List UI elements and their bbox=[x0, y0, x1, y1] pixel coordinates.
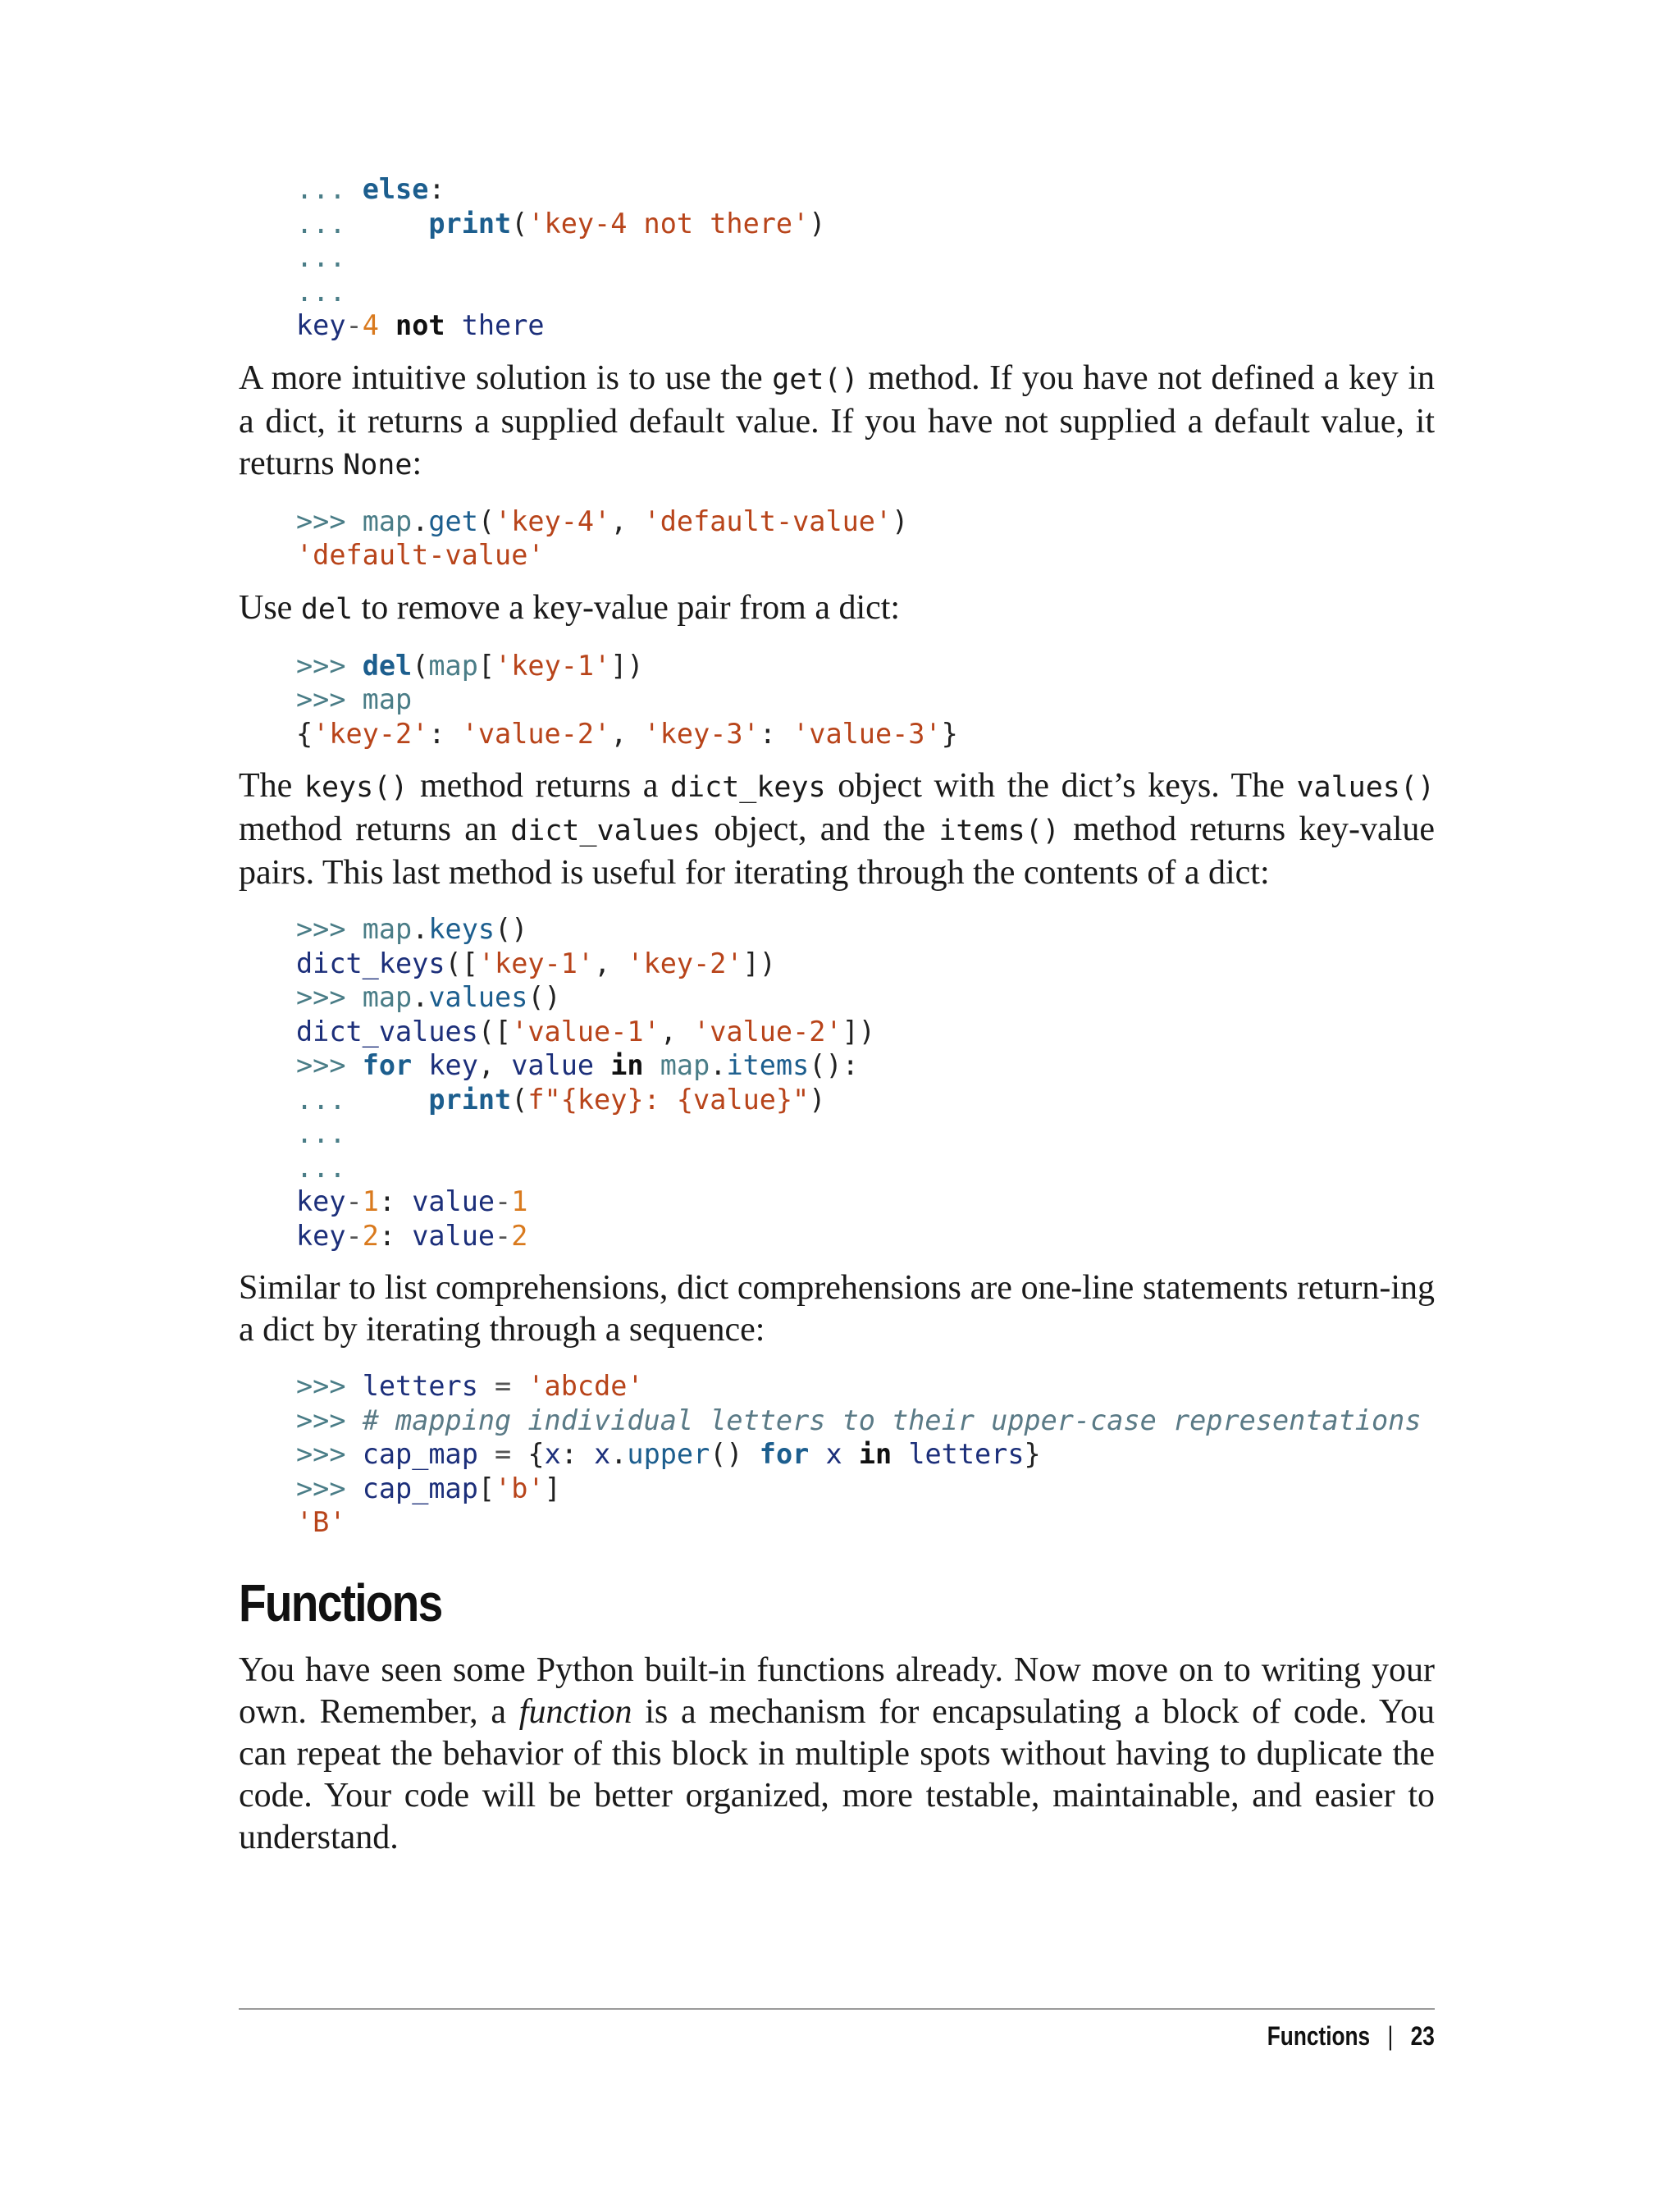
code-token: 'b' bbox=[495, 1472, 545, 1504]
code-token bbox=[842, 1438, 859, 1470]
code-token: = bbox=[477, 1370, 528, 1402]
code-token: map bbox=[362, 913, 413, 945]
code-token: ) bbox=[892, 504, 909, 537]
code-token: >>> bbox=[296, 1472, 363, 1504]
code-token: - bbox=[345, 1219, 363, 1252]
code-token: >>> bbox=[296, 1404, 363, 1436]
code-token: in bbox=[858, 1438, 892, 1470]
code-token: 2 bbox=[511, 1219, 528, 1252]
code-token: : bbox=[428, 717, 462, 750]
code-token: , bbox=[610, 717, 644, 750]
inline-code: del bbox=[300, 592, 354, 626]
code-token: { bbox=[296, 717, 313, 750]
code-line bbox=[296, 1083, 1435, 1117]
code-token: 'key-4 not there' bbox=[527, 207, 810, 240]
text-run: object, and the bbox=[701, 810, 939, 848]
inline-code: dict_keys bbox=[669, 771, 826, 804]
code-token: 'default-value' bbox=[643, 504, 892, 537]
code-token: : bbox=[428, 173, 445, 205]
section-heading: Functions bbox=[239, 1573, 442, 1632]
inline-code: items() bbox=[938, 815, 1060, 847]
code-token: upper bbox=[627, 1438, 710, 1470]
code-token: ]) bbox=[742, 947, 776, 979]
code-line bbox=[296, 1015, 1435, 1049]
code-token: () bbox=[495, 913, 528, 945]
code-token: value bbox=[412, 1185, 495, 1217]
code-token: letters bbox=[362, 1370, 478, 1402]
code-token: 'key-2' bbox=[313, 717, 429, 750]
footer-section-title: Functions bbox=[1267, 2021, 1371, 2051]
code-line bbox=[296, 717, 1435, 751]
code-block bbox=[296, 1369, 1435, 1540]
code-token: : bbox=[759, 717, 793, 750]
code-token: : bbox=[378, 1185, 413, 1217]
paragraph bbox=[239, 358, 1435, 486]
code-token: else bbox=[362, 173, 429, 205]
code-token: ) bbox=[809, 1083, 826, 1116]
code-token: >>> bbox=[296, 649, 363, 682]
code-token: ... bbox=[296, 173, 363, 205]
paragraph bbox=[239, 1650, 1435, 1859]
code-token: . bbox=[412, 504, 429, 537]
code-token bbox=[379, 309, 395, 341]
code-token: 'key-1' bbox=[495, 649, 611, 682]
text-run: Similar to list comprehensions, dict comprehensions are one-line statements return‐ing a dict by iterating through a sequence: bbox=[239, 1269, 1435, 1349]
code-token: ) bbox=[809, 207, 826, 240]
code-token: f"{key}: {value}" bbox=[527, 1083, 810, 1116]
page-number: 23 bbox=[1410, 2021, 1435, 2051]
code-token: = bbox=[477, 1438, 528, 1470]
code-token: () bbox=[710, 1438, 760, 1470]
code-token: print bbox=[428, 207, 512, 240]
code-token bbox=[445, 309, 462, 341]
paragraph bbox=[239, 587, 1435, 631]
text-run: object with the dict’s keys. The bbox=[825, 767, 1297, 805]
code-token: ]) bbox=[610, 649, 644, 682]
code-token: key bbox=[428, 1049, 478, 1081]
code-token: >>> bbox=[296, 981, 363, 1013]
code-line bbox=[296, 538, 1435, 573]
code-token: ( bbox=[477, 504, 495, 537]
code-token: # mapping individual letters to their upper-case representations bbox=[362, 1404, 1422, 1436]
paragraph bbox=[239, 1267, 1435, 1351]
code-line bbox=[296, 1369, 1435, 1404]
code-token: : bbox=[560, 1438, 595, 1470]
code-token: 2 bbox=[362, 1219, 379, 1252]
code-token: key bbox=[296, 1219, 346, 1252]
code-token: ] bbox=[544, 1472, 561, 1504]
code-line bbox=[296, 1472, 1435, 1506]
code-token: >>> map bbox=[296, 683, 413, 715]
code-token: . bbox=[610, 1438, 628, 1470]
code-token: in bbox=[610, 1049, 644, 1081]
code-token: ... bbox=[296, 1117, 346, 1149]
text-run: You have seen some Python built-in functions already. Now move on to writing your own. Remember, a bbox=[239, 1650, 1435, 1731]
code-token: ... bbox=[296, 241, 346, 273]
code-token: 1 bbox=[511, 1185, 528, 1217]
code-token: >>> bbox=[296, 1370, 363, 1402]
code-line bbox=[296, 1151, 1435, 1185]
code-token: cap_map bbox=[362, 1472, 478, 1504]
code-token: >>> bbox=[296, 1049, 363, 1081]
code-token: map bbox=[660, 1049, 710, 1081]
code-token: dict_keys bbox=[296, 947, 445, 979]
code-token: 'abcde' bbox=[527, 1370, 644, 1402]
text-run: : bbox=[412, 444, 422, 482]
code-token: - bbox=[495, 1219, 512, 1252]
code-token bbox=[412, 1049, 428, 1081]
code-token: for bbox=[759, 1438, 810, 1470]
code-token: print bbox=[428, 1083, 512, 1116]
code-token: 'B' bbox=[296, 1506, 346, 1538]
code-token: ( bbox=[412, 649, 429, 682]
code-token: not bbox=[395, 309, 445, 341]
inline-code: get() bbox=[772, 363, 859, 396]
footer-rule bbox=[239, 2008, 1435, 2010]
code-token: ( bbox=[511, 207, 528, 240]
code-token: . bbox=[412, 981, 429, 1013]
code-token: } bbox=[1024, 1438, 1041, 1470]
code-token: cap_map bbox=[362, 1438, 478, 1470]
code-token: dict_values bbox=[296, 1015, 478, 1048]
code-token: 'key-3' bbox=[643, 717, 760, 750]
text-run: to remove a key-value pair from a dict: bbox=[353, 588, 901, 627]
code-line bbox=[296, 504, 1435, 539]
code-line bbox=[296, 947, 1435, 981]
code-token: { bbox=[527, 1438, 545, 1470]
code-line bbox=[296, 649, 1435, 683]
code-token: x bbox=[544, 1438, 561, 1470]
code-token: 'key-1' bbox=[477, 947, 595, 979]
code-line bbox=[296, 275, 1435, 309]
code-token: items bbox=[726, 1049, 810, 1081]
code-token: [ bbox=[477, 649, 495, 682]
code-token: , bbox=[477, 1049, 512, 1081]
code-line bbox=[296, 980, 1435, 1015]
code-block bbox=[296, 649, 1435, 751]
code-block bbox=[296, 504, 1435, 573]
code-token: >>> bbox=[296, 504, 363, 537]
code-token: () bbox=[527, 981, 561, 1013]
code-line bbox=[296, 1048, 1435, 1083]
inline-code: dict_values bbox=[510, 815, 701, 847]
code-token: key bbox=[296, 309, 346, 341]
text-run: Use bbox=[239, 588, 301, 627]
code-line bbox=[296, 682, 1435, 717]
code-token: 1 bbox=[362, 1185, 379, 1217]
code-token: values bbox=[428, 981, 528, 1013]
code-token: keys bbox=[428, 913, 495, 945]
code-line bbox=[296, 207, 1435, 241]
code-token: ([ bbox=[477, 1015, 512, 1048]
code-token: [ bbox=[477, 1472, 495, 1504]
code-token: del bbox=[362, 649, 413, 682]
text-run: method returns a bbox=[408, 767, 670, 805]
text-run: method returns an bbox=[239, 810, 511, 848]
code-token: ... bbox=[296, 275, 346, 308]
code-token: x bbox=[594, 1438, 611, 1470]
page-content bbox=[239, 172, 1435, 1859]
text-run: A more intuitive solution is to use the bbox=[239, 358, 773, 397]
code-token bbox=[892, 1438, 908, 1470]
code-line bbox=[296, 1505, 1435, 1540]
code-token: . bbox=[710, 1049, 727, 1081]
code-token: there bbox=[461, 309, 545, 341]
text-run: method returns key-value pairs. This last method is useful for iterating through the contents of a dict: bbox=[239, 810, 1435, 892]
inline-code: keys() bbox=[304, 771, 409, 804]
code-token: - bbox=[345, 309, 363, 341]
code-token: map bbox=[362, 504, 413, 537]
code-token: >>> bbox=[296, 913, 363, 945]
text-run: method. If you have not defined a key in a dict, it returns a supplied default value. If you have not supplied a default value, it returns bbox=[239, 358, 1435, 482]
code-line bbox=[296, 172, 1435, 207]
code-block bbox=[296, 172, 1435, 343]
code-token: 4 bbox=[362, 309, 379, 341]
code-token: get bbox=[428, 504, 478, 537]
code-token: } bbox=[941, 717, 958, 750]
code-token: 'key-4' bbox=[495, 504, 611, 537]
code-block bbox=[296, 912, 1435, 1253]
code-token: ([ bbox=[445, 947, 478, 979]
code-token: 'key-2' bbox=[627, 947, 743, 979]
code-line bbox=[296, 1404, 1435, 1438]
code-token: 'default-value' bbox=[296, 539, 545, 571]
code-token: >>> bbox=[296, 1438, 363, 1470]
code-token: : bbox=[378, 1219, 413, 1252]
code-token: (): bbox=[809, 1049, 859, 1081]
inline-code: values() bbox=[1296, 771, 1436, 804]
code-token: ]) bbox=[842, 1015, 875, 1048]
code-token: value bbox=[511, 1049, 595, 1081]
code-token: , bbox=[610, 504, 644, 537]
code-line bbox=[296, 1116, 1435, 1151]
code-token: x bbox=[825, 1438, 842, 1470]
code-token: 'value-2' bbox=[461, 717, 611, 750]
paragraph bbox=[239, 765, 1435, 894]
code-token bbox=[809, 1438, 825, 1470]
code-token: ( bbox=[511, 1083, 528, 1116]
code-token: map bbox=[362, 981, 413, 1013]
code-token: 'value-1' bbox=[511, 1015, 660, 1048]
emphasis: function bbox=[518, 1692, 632, 1731]
code-line bbox=[296, 308, 1435, 343]
inline-code: None bbox=[343, 448, 413, 482]
page-footer bbox=[1267, 2021, 1435, 2052]
code-token: value bbox=[412, 1219, 495, 1252]
code-token: ... bbox=[296, 207, 429, 240]
code-line bbox=[296, 240, 1435, 275]
code-line bbox=[296, 912, 1435, 947]
footer-separator: | bbox=[1387, 2021, 1394, 2051]
code-token: map bbox=[428, 649, 478, 682]
code-token: letters bbox=[908, 1438, 1025, 1470]
code-token: key bbox=[296, 1185, 346, 1217]
code-token: ... bbox=[296, 1083, 429, 1116]
text-run: is a mechanism for encapsulating a block of code. You can repeat the behavior of this block in multiple spots without having to duplicate the code. Your code will be better organized, more testable, maintainable, and easier to understand. bbox=[239, 1692, 1435, 1856]
code-token: , bbox=[594, 947, 628, 979]
code-token: - bbox=[345, 1185, 363, 1217]
code-token: for bbox=[362, 1049, 413, 1081]
code-token: ... bbox=[296, 1151, 346, 1184]
code-token bbox=[594, 1049, 610, 1081]
code-token: , bbox=[660, 1015, 694, 1048]
code-token bbox=[644, 1049, 660, 1081]
code-token: 'value-3' bbox=[792, 717, 942, 750]
code-line bbox=[296, 1185, 1435, 1219]
code-line bbox=[296, 1219, 1435, 1253]
code-token: - bbox=[495, 1185, 512, 1217]
code-token: 'value-2' bbox=[693, 1015, 842, 1048]
code-line bbox=[296, 1437, 1435, 1472]
text-run: The bbox=[239, 767, 304, 805]
code-token: . bbox=[412, 913, 429, 945]
